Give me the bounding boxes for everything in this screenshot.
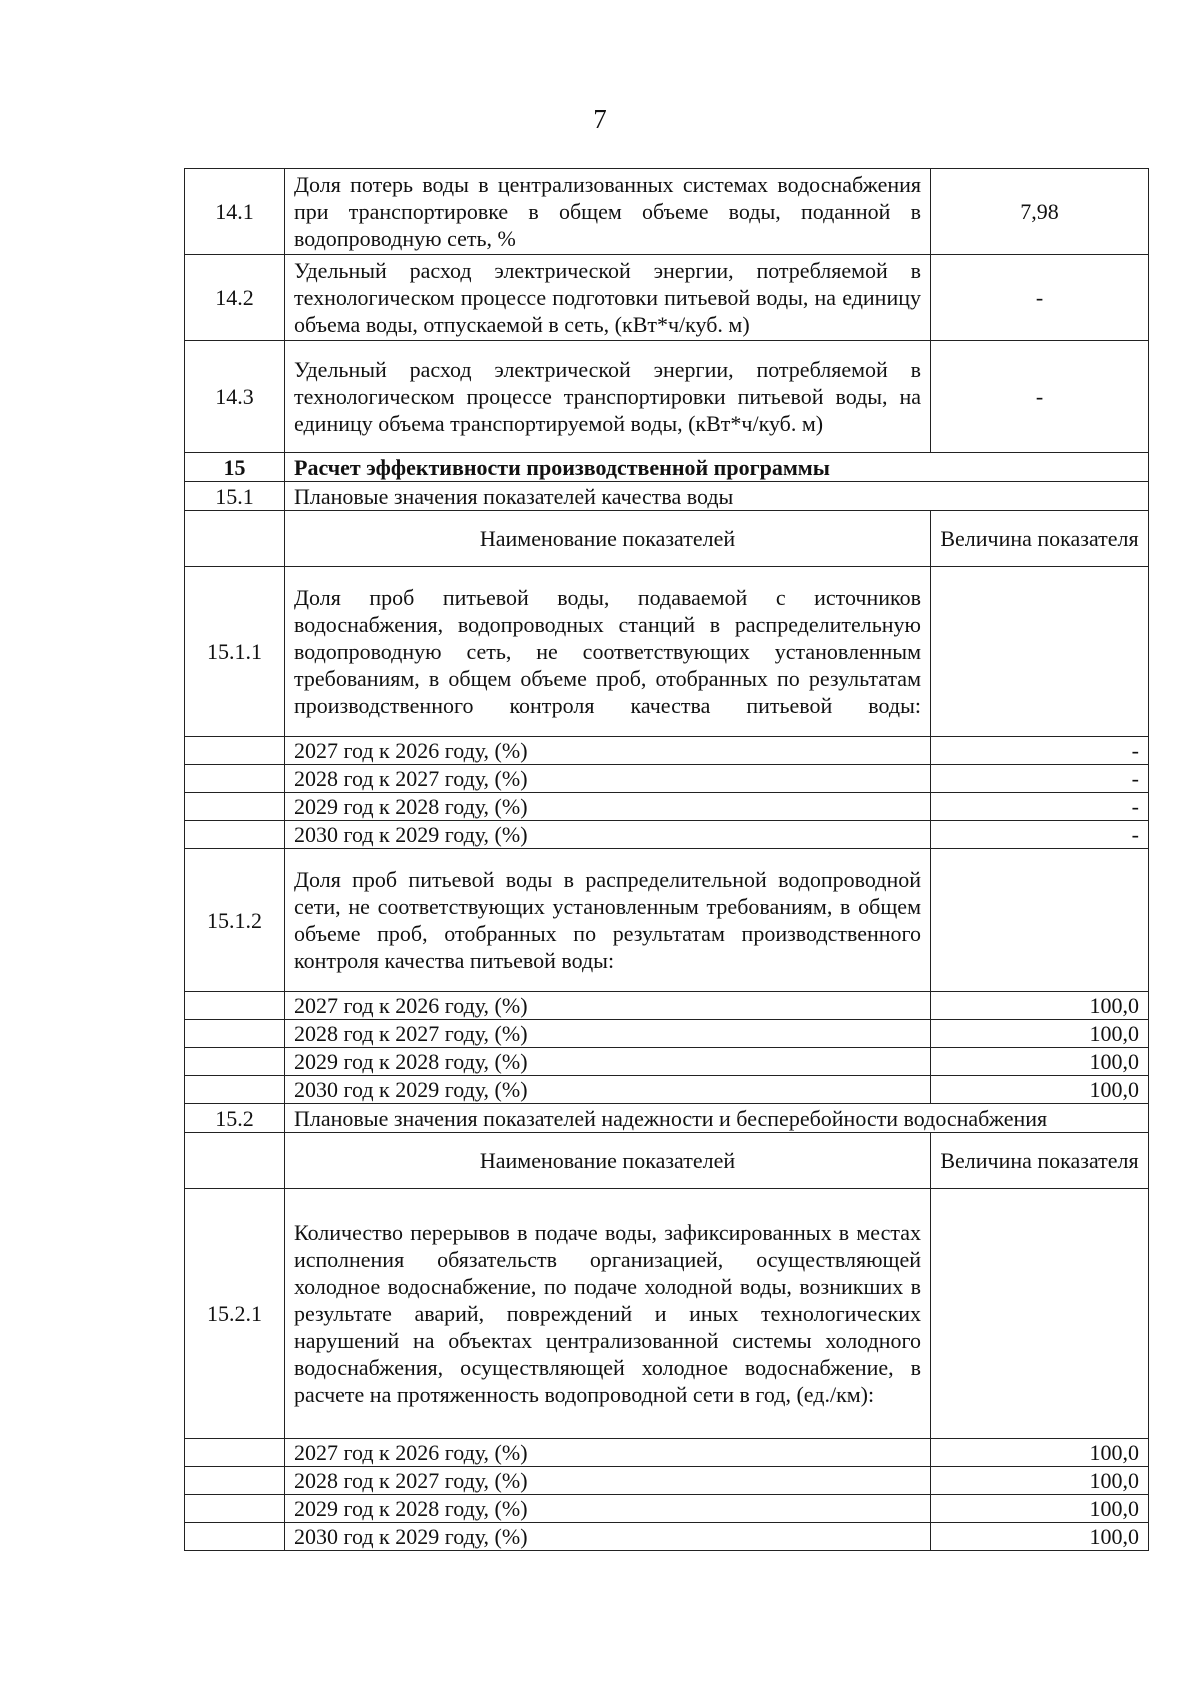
year-value: - [931,793,1149,821]
indicator-name: Доля потерь воды в централизованных системах водоснабжения при транспортировке в общем объеме воды, поданной в водопроводную сеть, % [285,169,931,255]
year-value: - [931,765,1149,793]
empty-cell [185,1523,285,1551]
section-number: 15.1 [185,482,285,511]
empty-cell [185,821,285,849]
year-label: 2030 год к 2029 году, (%) [285,821,931,849]
year-label: 2027 год к 2026 году, (%) [285,737,931,765]
empty-cell [185,1495,285,1523]
section-title: Плановые значения показателей качества воды [285,482,1149,511]
table-row [185,169,1149,255]
indicator-name: Доля проб питьевой воды, подаваемой с источников водоснабжения, водопроводных станций в распределительную водопроводную сеть, не соответствующих установленным требованиям, в общем объеме проб, отобранных по результатам производственного контроля качества питьевой воды: [285,567,931,737]
indicators-table [184,168,1149,1551]
indicator-value: - [931,255,1149,341]
year-value: 100,0 [931,1076,1149,1104]
year-row [185,1076,1149,1104]
empty-cell [931,1189,1149,1439]
row-number: 15.1.1 [185,567,285,737]
indicator-name: Удельный расход электрической энергии, потребляемой в технологическом процессе транспортировки питьевой воды, на единицу объема транспортируемой воды, (кВт*ч/куб. м) [285,341,931,453]
year-row [185,1467,1149,1495]
year-label: 2029 год к 2028 году, (%) [285,793,931,821]
empty-cell [185,1020,285,1048]
column-header-value: Величина показателя [931,511,1149,567]
year-row [185,1048,1149,1076]
empty-cell [185,1076,285,1104]
empty-cell [185,992,285,1020]
empty-cell [185,1467,285,1495]
indicator-name: Доля проб питьевой воды в распределительной водопроводной сети, не соответствующих установленным требованиям, в общем объеме проб, отобранных по результатам производственного контроля качества питьевой воды: [285,849,931,992]
section-row [185,482,1149,511]
column-header-name: Наименование показателей [285,511,931,567]
year-row [185,1523,1149,1551]
year-label: 2028 год к 2027 году, (%) [285,1020,931,1048]
header-row [185,1133,1149,1189]
header-row [185,511,1149,567]
empty-cell [185,793,285,821]
column-header-value: Величина показателя [931,1133,1149,1189]
indicator-value: 7,98 [931,169,1149,255]
year-label: 2027 год к 2026 году, (%) [285,992,931,1020]
year-row [185,737,1149,765]
empty-cell [185,1048,285,1076]
section-number: 15.2 [185,1104,285,1133]
year-row [185,821,1149,849]
year-value: 100,0 [931,1495,1149,1523]
row-number: 14.3 [185,341,285,453]
year-value: 100,0 [931,1439,1149,1467]
year-label: 2029 год к 2028 году, (%) [285,1048,931,1076]
empty-cell [185,511,285,567]
year-value: 100,0 [931,1523,1149,1551]
year-row [185,793,1149,821]
row-number: 14.1 [185,169,285,255]
year-label: 2030 год к 2029 году, (%) [285,1523,931,1551]
year-value: - [931,821,1149,849]
table-row [185,341,1149,453]
empty-cell [185,765,285,793]
row-number: 15.2.1 [185,1189,285,1439]
year-value: 100,0 [931,1467,1149,1495]
empty-cell [931,567,1149,737]
year-row [185,765,1149,793]
empty-cell [931,849,1149,992]
year-row [185,1020,1149,1048]
year-value: 100,0 [931,992,1149,1020]
year-label: 2027 год к 2026 году, (%) [285,1439,931,1467]
section-title: Плановые значения показателей надежности и бесперебойности водоснабжения [285,1104,1149,1133]
section-title: Расчет эффективности производственной программы [285,453,1149,482]
page-number: 7 [593,104,607,134]
indicator-name: Количество перерывов в подаче воды, зафиксированных в местах исполнения обязательств организацией, осуществляющей холодное водоснабжение, по подаче холодной воды, возникших в результате аварий, повреждений и иных технологических нарушений на объектах централизованной системы холодного водоснабжения, осуществляющей холодное водоснабжение, в расчете на протяженность водопроводной сети в год, (ед./км): [285,1189,931,1439]
empty-cell [185,1133,285,1189]
year-label: 2029 год к 2028 году, (%) [285,1495,931,1523]
indicator-name: Удельный расход электрической энергии, потребляемой в технологическом процессе подготовки питьевой воды, на единицу объема воды, отпускаемой в сеть, (кВт*ч/куб. м) [285,255,931,341]
empty-cell [185,737,285,765]
section-row [185,453,1149,482]
year-row [185,1439,1149,1467]
section-number: 15 [185,453,285,482]
section-row [185,1104,1149,1133]
year-row [185,992,1149,1020]
row-number: 14.2 [185,255,285,341]
year-row [185,1495,1149,1523]
table-row [185,567,1149,737]
year-value: 100,0 [931,1048,1149,1076]
column-header-name: Наименование показателей [285,1133,931,1189]
table-row [185,849,1149,992]
year-value: 100,0 [931,1020,1149,1048]
empty-cell [185,1439,285,1467]
year-label: 2028 год к 2027 году, (%) [285,765,931,793]
indicator-value: - [931,341,1149,453]
row-number: 15.1.2 [185,849,285,992]
year-value: - [931,737,1149,765]
table-row [185,1189,1149,1439]
year-label: 2030 год к 2029 году, (%) [285,1076,931,1104]
table-row [185,255,1149,341]
year-label: 2028 год к 2027 году, (%) [285,1467,931,1495]
